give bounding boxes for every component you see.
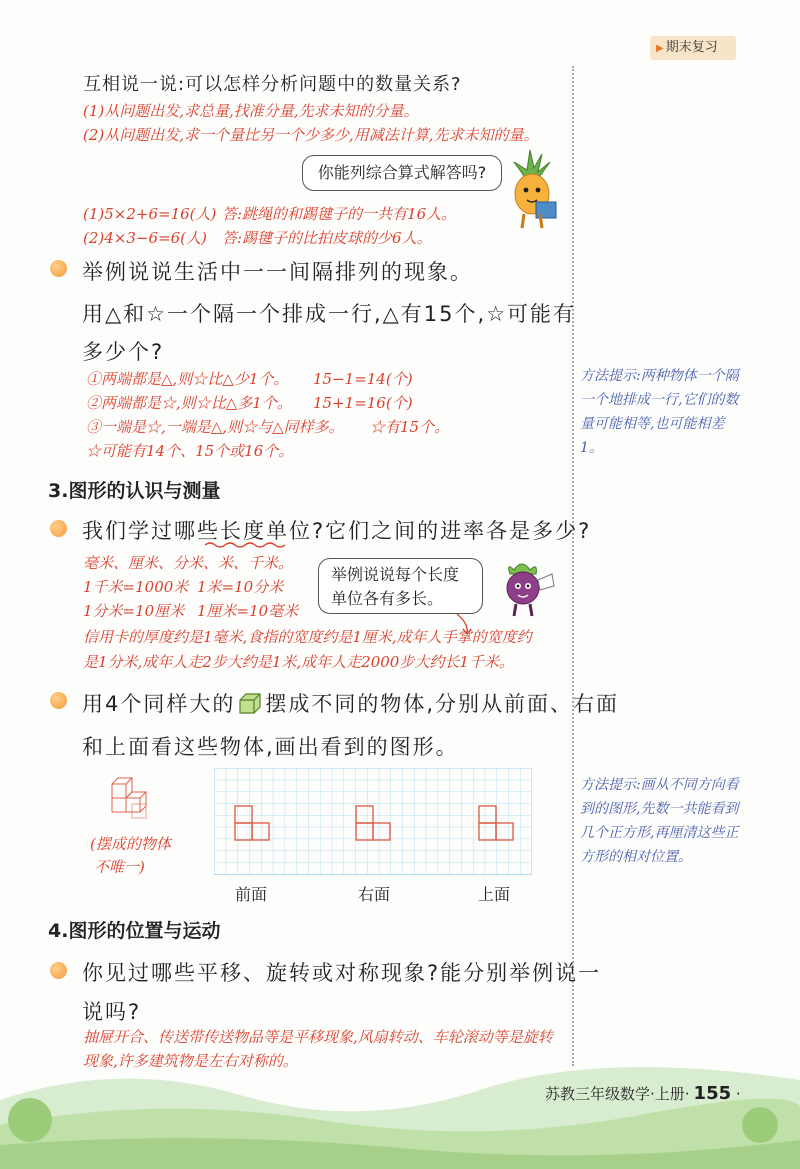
answer-line: 是1分米,成年人走2步大约是1米,成年人走2000步大约长1千米。 bbox=[83, 653, 514, 671]
question-interval: 举例说说生活中一一间隔排列的现象。 bbox=[82, 260, 473, 284]
question-cubes-cont: 和上面看这些物体,画出看到的图形。 bbox=[82, 735, 459, 759]
bullet-dot-icon bbox=[50, 260, 67, 277]
section-title: 3.图形的认识与测量 bbox=[48, 480, 221, 502]
bullet-dot-icon bbox=[50, 520, 67, 537]
bullet-dot-icon bbox=[50, 962, 67, 979]
answer-line: 1分米=10厘米 bbox=[83, 602, 185, 620]
section-title: 4.图形的位置与运动 bbox=[48, 920, 221, 942]
answer-line: 信用卡的厚度约是1毫米,食指的宽度约是1厘米,成年人手掌的宽度约 bbox=[83, 628, 532, 646]
question-cubes: 用4个同样大的 摆成不同的物体,分别从前面、右面 bbox=[82, 692, 620, 716]
question-length-units: 我们学过哪些长度单位?它们之间的进率各是多少? bbox=[82, 519, 592, 543]
question-quantity-relation: 互相说一说:可以怎样分析问题中的数量关系? bbox=[83, 74, 462, 95]
question-triangle-star: 用△和☆一个隔一个排成一行,△有15个,☆可能有 bbox=[82, 302, 577, 326]
answer-line: 毫米、厘米、分米、米、千米。 bbox=[83, 554, 294, 572]
answer-line: 1米=10分米 bbox=[197, 578, 284, 596]
mangosteen-character-icon bbox=[492, 560, 562, 618]
method-hint: 方法提示:画从不同方向看到的图形,先数一共能看到几个正方形,再厘清这些正方形的相对位置。 bbox=[580, 777, 739, 865]
question-transform-cont: 说吗? bbox=[82, 1000, 142, 1024]
label-front-view: 前面 bbox=[235, 885, 268, 904]
formula: (1)5×2+6=16(人) bbox=[83, 205, 217, 223]
answer-line: 现象,许多建筑物是左右对称的。 bbox=[83, 1052, 298, 1070]
label-right-view: 右面 bbox=[358, 885, 391, 904]
answer-line: 抽屉开合、传送带传送物品等是平移现象,风扇转动、车轮滚动等是旋转 bbox=[83, 1028, 553, 1046]
answer-line: ②两端都是☆,则☆比△多1个。 bbox=[86, 394, 292, 412]
answer-calc: 15+1=16(个) bbox=[313, 394, 413, 412]
method-hint: 方法提示:两种物体一个隔一个地排成一行,它们的数量可能相等,也可能相差1。 bbox=[580, 368, 739, 456]
green-cube-icon bbox=[238, 692, 262, 714]
speech-bubble: 举例说说每个长度 单位各有多长。 bbox=[318, 558, 483, 614]
chapter-tag: ▶ 期末复习 bbox=[650, 36, 736, 60]
play-arrow-icon: ▶ bbox=[656, 43, 664, 54]
bullet-dot-icon bbox=[50, 692, 67, 709]
answer-line: (2)从问题出发,求一个量比另一个少多少,用减法计算,先求未知的量。 bbox=[83, 126, 539, 144]
landscape-illustration bbox=[0, 1040, 800, 1169]
figure-note: 不唯一) bbox=[94, 858, 145, 876]
answer-line: (1)从问题出发,求总量,找准分量,先求未知的分量。 bbox=[83, 102, 419, 120]
answer-line: 答:跳绳的和踢毽子的一共有16人。 bbox=[222, 205, 457, 223]
drawing-grid bbox=[214, 768, 532, 875]
answer-line: ③一端是☆,一端是△,则☆与△同样多。 bbox=[86, 418, 344, 436]
figure-note: (摆成的物体 bbox=[90, 835, 171, 853]
question-triangle-star-cont: 多少个? bbox=[82, 340, 165, 364]
speech-bubble: 你能列综合算式解答吗? bbox=[302, 155, 502, 191]
wavy-underline bbox=[205, 541, 291, 549]
cube-arrangement-figure bbox=[104, 776, 160, 822]
answer-line: 答:踢毽子的比拍皮球的少6人。 bbox=[222, 229, 432, 247]
margin-divider bbox=[572, 66, 574, 1066]
pineapple-character-icon bbox=[500, 148, 566, 230]
answer-calc: 15−1=14(个) bbox=[313, 370, 413, 388]
label-top-view: 上面 bbox=[478, 885, 511, 904]
question-transform: 你见过哪些平移、旋转或对称现象?能分别举例说一 bbox=[82, 961, 602, 985]
answer-line: ☆可能有14个、15个或16个。 bbox=[86, 442, 294, 460]
answer-line: 1千米=1000米 bbox=[83, 578, 189, 596]
answer-line: 1厘米=10毫米 bbox=[197, 602, 299, 620]
formula: (2)4×3−6=6(人) bbox=[83, 229, 207, 247]
page-number: 155 bbox=[693, 1083, 732, 1104]
page-footer: 苏教三年级数学·上册· 155 · bbox=[545, 1083, 741, 1104]
answer-line: ①两端都是△,则☆比△少1个。 bbox=[86, 370, 289, 388]
answer-calc: ☆有15个。 bbox=[370, 418, 450, 436]
